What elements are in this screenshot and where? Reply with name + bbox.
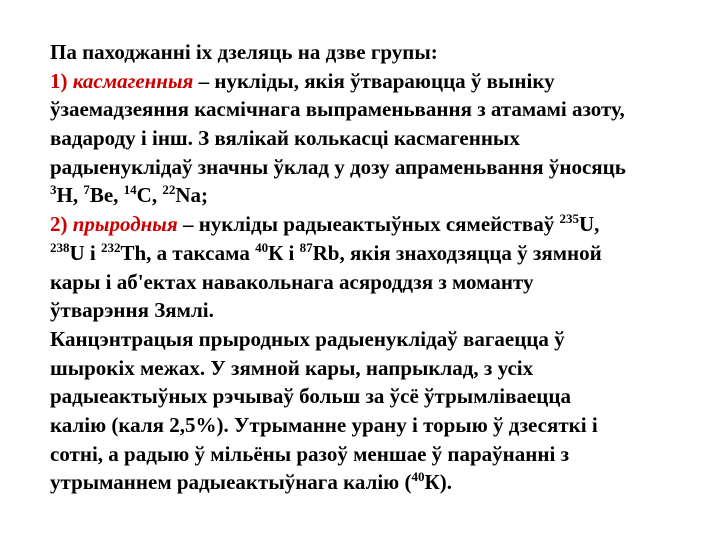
isotope-symbol: C — [136, 183, 152, 208]
isotope-mass: 22 — [162, 182, 176, 198]
isotope-symbol: Be — [89, 183, 114, 208]
para2-text: радыеактыўных рэчываў больш за ўсё ўтрымліваецца — [50, 384, 571, 409]
isotope-mass: 232 — [101, 239, 121, 255]
isotope-mass: 40 — [411, 469, 425, 485]
intro-line — [50, 38, 720, 67]
isotope-mass: 3 — [50, 182, 57, 198]
isotope-mass: 14 — [123, 182, 137, 198]
group2-text: Rb, якія знаходзяцца ў зямной — [312, 240, 602, 265]
group2-text: Th, а таксама — [120, 240, 256, 265]
group2-text: – нукліды радыеактыўных сямействаў — [177, 212, 560, 237]
group1-heading — [50, 69, 193, 93]
group1-line1 — [50, 67, 720, 96]
para2-text: Канцэнтрацыя прыродных радыенуклідаў вагаецца ў — [50, 326, 565, 351]
group2-number: 2) — [50, 212, 73, 237]
group2-text: U і — [69, 240, 101, 265]
group2-text: К і — [268, 240, 300, 265]
para2-line1 — [50, 325, 720, 354]
group2-line4 — [50, 296, 720, 325]
group2-line1 — [50, 210, 720, 239]
para2-text: утрыманнем радыеактыўнага калію ( — [50, 470, 412, 495]
group2-term: прыродныя — [72, 212, 178, 237]
slide-body-text — [50, 38, 720, 497]
group1-line3 — [50, 124, 720, 153]
isotope-symbol: Na — [175, 183, 202, 208]
group1-text: вадароду і інш. З вялікай колькасці касмагенных — [50, 126, 520, 151]
isotope-mass: 235 — [559, 211, 579, 227]
group2-heading — [50, 212, 178, 236]
isotope-mass: 40 — [255, 239, 269, 255]
para2-line2 — [50, 354, 720, 383]
isotope-separator: , — [113, 183, 124, 208]
isotope-symbol: U, — [579, 212, 600, 237]
isotope-mass: 87 — [299, 239, 313, 255]
group1-term: касмагенныя — [72, 68, 194, 93]
group1-text: – нукліды, якія ўтвараюцца ў выніку — [193, 68, 555, 93]
group2-text: кары і аб'ектах навакольнага асяроддзя з моманту — [50, 269, 534, 294]
group1-number: 1) — [50, 68, 73, 93]
para2-text: сотні, а радыю ў мільёны разоў меншае ў параўнанні з — [50, 441, 570, 466]
isotope-mass: 238 — [50, 239, 70, 255]
group2-line3 — [50, 268, 720, 297]
isotope-mass: 7 — [83, 182, 90, 198]
group1-text: радыенуклідаў значны ўклад у дозу апраменьвання ўносяць — [50, 154, 626, 179]
para2-text: шырокіх межах. У зямной кары, напрыклад, з усіх — [50, 355, 534, 380]
isotope-symbol: H — [56, 183, 73, 208]
group2-text: ўтварэння Зямлі. — [50, 298, 214, 323]
group2-line2 — [50, 239, 720, 268]
intro-text: Па паходжанні іх дзеляць на дзве групы: — [50, 40, 438, 64]
group1-line4 — [50, 153, 720, 182]
isotope-separator: ; — [201, 183, 209, 208]
group1-isotopes — [50, 181, 720, 210]
isotope-separator: , — [151, 183, 163, 208]
group1-text: ўзаемадзеяння касмічнага выпраменьвання з атамамі азоту, — [50, 97, 625, 122]
isotope-separator: , — [72, 183, 84, 208]
para2-line6 — [50, 468, 720, 497]
group1-line2 — [50, 95, 720, 124]
para2-text: К). — [424, 470, 452, 495]
para2-line4 — [50, 411, 720, 440]
para2-line5 — [50, 440, 720, 469]
para2-line3 — [50, 382, 720, 411]
para2-text: калію (каля 2,5%). Утрыманне урану і торыю ў дзесяткі і — [50, 412, 598, 437]
